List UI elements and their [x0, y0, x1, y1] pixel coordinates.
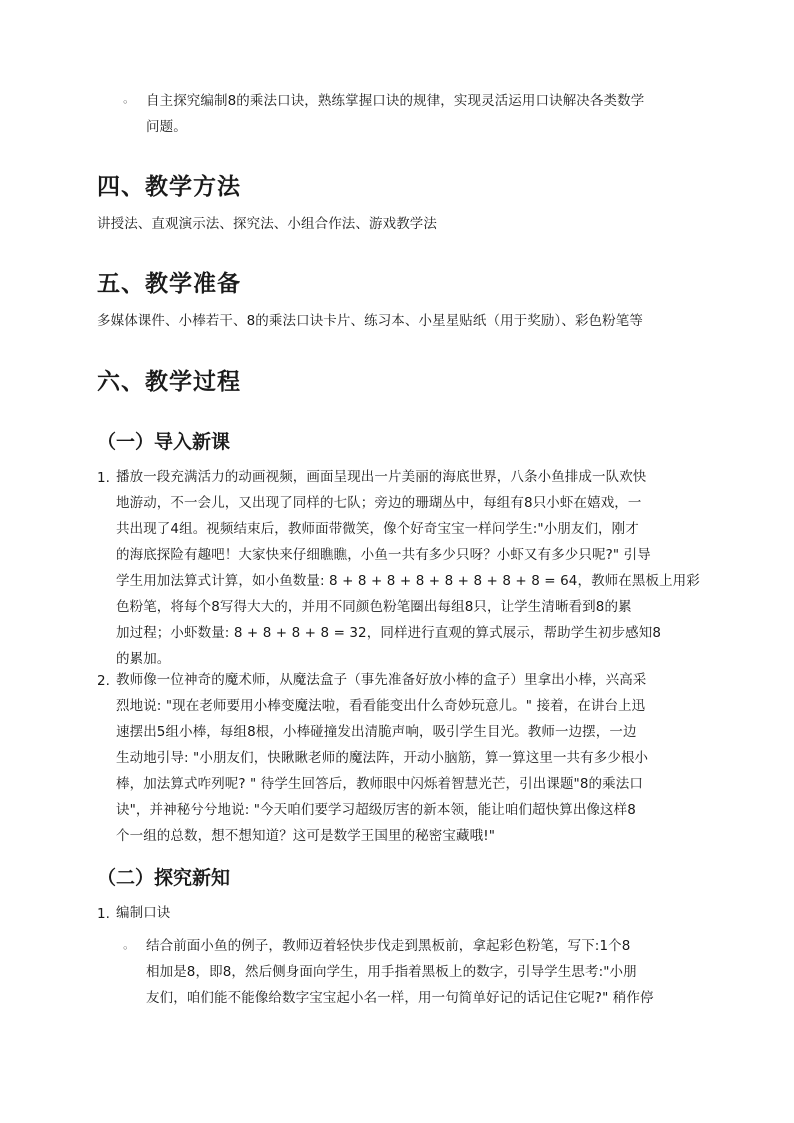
- list-bullet-marker: ◦: [122, 942, 129, 955]
- paragraph-line: 的海底探险有趣吧！大家快来仔细瞧瞧，小鱼一共有多少只呀？小虾又有多少只呢?" 引导: [116, 547, 651, 563]
- paragraph-line: 加过程；小虾数量: 8 + 8 + 8 + 8 = 32，同样进行直观的算式展示，帮助学生初步感知8: [116, 625, 662, 641]
- list-bullet-marker: ◦: [122, 96, 129, 109]
- paragraph-line: 色粉笔，将每个8写得大大的，并用不同颜色粉笔圈出每组8只，让学生清晰看到8的累: [116, 599, 632, 615]
- teaching-preparation-text: 多媒体课件、小棒若干、8的乘法口诀卡片、练习本、小星星贴纸（用于奖励）、彩色粉笔等: [97, 313, 643, 329]
- paragraph-line: 速摆出5组小棒，每组8根，小棒碰撞发出清脆声响，吸引学生目光。教师一边摆，一边: [116, 724, 637, 740]
- section-heading-teaching-preparation: 五、教学准备: [97, 271, 241, 297]
- list-item-label: 编制口诀: [116, 905, 171, 921]
- paragraph-line: 棒，加法算式咋列呢? " 待学生回答后，教师眼中闪烁着智慧光芒，引出课题"8的乘法口: [116, 776, 643, 792]
- teaching-methods-text: 讲授法、直观演示法、探究法、小组合作法、游戏教学法: [97, 216, 437, 232]
- bullet-line: 自主探究编制8的乘法口诀，熟练掌握口诀的规律，实现灵活运用口诀解决各类数学: [146, 93, 645, 109]
- paragraph-line: 烈地说: "现在老师要用小棒变魔法啦，看看能变出什么奇妙玩意儿。" 接着，在讲台上迅: [116, 698, 646, 714]
- paragraph-line: 播放一段充满活力的动画视频，画面呈现出一片美丽的海底世界，八条小鱼排成一队欢快: [116, 469, 647, 485]
- paragraph-line: 个一组的总数，想不想知道？这可是数学王国里的秘密宝藏哦!": [116, 828, 496, 844]
- list-item-number: 2.: [97, 673, 110, 689]
- paragraph-line: 学生用加法算式计算，如小鱼数量: 8 + 8 + 8 + 8 + 8 + 8 + 8 + 8 = 64，教师在黑板上用彩: [116, 573, 700, 589]
- paragraph-line: 教师像一位神奇的魔术师，从魔法盒子（事先准备好放小棒的盒子）里拿出小棒，兴高采: [116, 672, 647, 688]
- section-heading-teaching-process: 六、教学过程: [97, 369, 241, 395]
- paragraph-line: 地游动，不一会儿，又出现了同样的七队；旁边的珊瑚丛中，每组有8只小虾在嬉戏，一: [116, 495, 642, 511]
- list-item-number: 1.: [97, 470, 110, 486]
- section-heading-teaching-methods: 四、教学方法: [97, 174, 241, 200]
- paragraph-line: 的累加。: [116, 651, 171, 667]
- subsection-heading-introduction: （一）导入新课: [97, 431, 231, 453]
- list-item-number: 1.: [97, 906, 110, 922]
- paragraph-line: 诀"，并神秘兮兮地说: "今天咱们要学习超级厉害的新本领，能让咱们超快算出像这样8: [116, 802, 636, 818]
- bullet-line: 相加是8，即8，然后侧身面向学生，用手指着黑板上的数字，引导学生思考:"小朋: [146, 964, 637, 980]
- paragraph-line: 共出现了4组。视频结束后，教师面带微笑，像个好奇宝宝一样问学生:"小朋友们，刚才: [116, 521, 639, 537]
- bullet-line: 结合前面小鱼的例子，教师迈着轻快步伐走到黑板前，拿起彩色粉笔，写下:1个8: [146, 938, 631, 954]
- bullet-line: 问题。: [146, 119, 187, 135]
- subsection-heading-explore-new-knowledge: （二）探究新知: [97, 867, 231, 889]
- paragraph-line: 生动地引导: "小朋友们，快瞅瞅老师的魔法阵，开动小脑筋，算一算这里一共有多少根小: [116, 750, 649, 766]
- bullet-line: 友们，咱们能不能像给数字宝宝起小名一样，用一句简单好记的话记住它呢?" 稍作停: [146, 990, 654, 1006]
